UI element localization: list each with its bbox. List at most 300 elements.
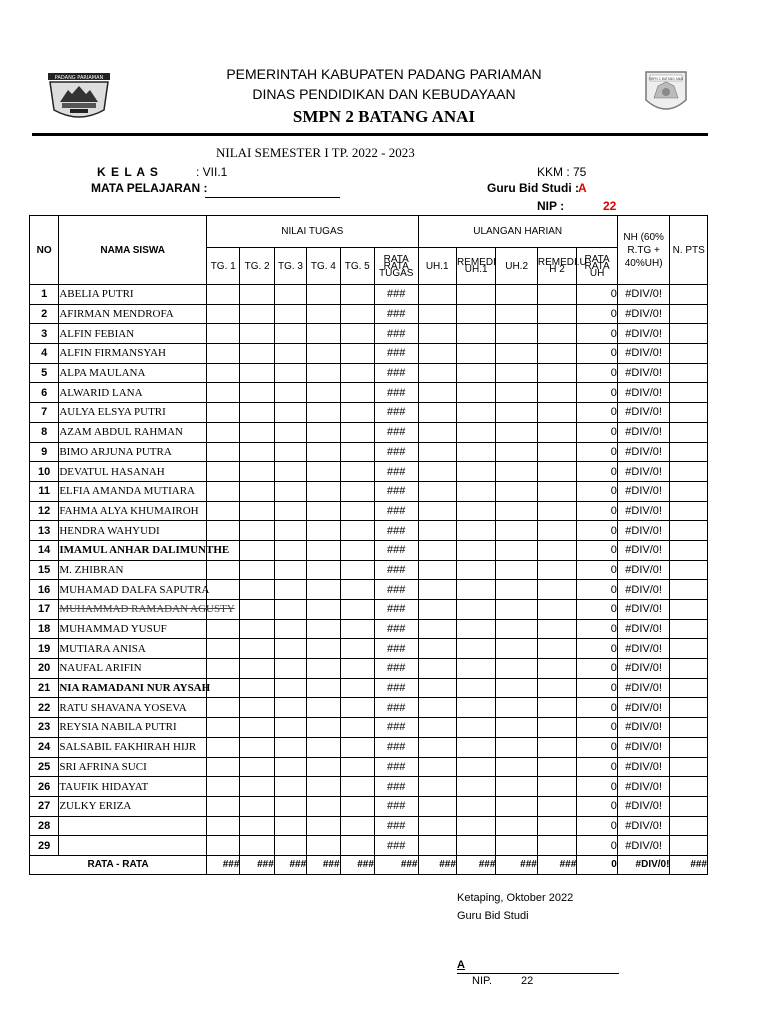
tugas-cell (240, 757, 274, 777)
rata-uh-cell: 0 (577, 521, 618, 541)
uh-cell (456, 619, 495, 639)
uh-cell (418, 659, 456, 679)
uh-cell (418, 403, 456, 423)
student-name: FAHMA ALYA KHUMAIROH (59, 501, 207, 521)
header-divider (32, 133, 708, 136)
tugas-cell (207, 481, 240, 501)
uh-cell (418, 600, 456, 620)
rata-tugas-cell: ### (374, 560, 418, 580)
uh-cell (418, 383, 456, 403)
uh-cell (456, 816, 495, 836)
uh-cell (418, 442, 456, 462)
tugas-cell (340, 422, 374, 442)
nh-cell: #DIV/0! (617, 718, 670, 738)
table-row (30, 619, 708, 639)
tugas-cell (274, 521, 306, 541)
uh-cell (496, 521, 537, 541)
footer-signer-name: A (457, 959, 465, 971)
student-name: ELFIA AMANDA MUTIARA (59, 481, 207, 501)
tugas-cell (307, 816, 340, 836)
table-row (30, 363, 708, 383)
col-remedi2: REMEDI.U H 2 (537, 248, 576, 285)
table-row (30, 757, 708, 777)
tugas-cell (207, 816, 240, 836)
table-row (30, 521, 708, 541)
footer-place-date: Ketaping, Oktober 2022 (457, 892, 574, 904)
rata-uh-cell: 0 (577, 560, 618, 580)
tugas-cell (274, 698, 306, 718)
uh-cell (537, 422, 576, 442)
tugas-cell (307, 422, 340, 442)
tugas-cell (340, 442, 374, 462)
table-row (30, 777, 708, 797)
row-number: 16 (30, 580, 59, 600)
uh-cell (456, 403, 495, 423)
row-number: 12 (30, 501, 59, 521)
pts-cell (670, 619, 708, 639)
rata-tugas-cell: ### (374, 678, 418, 698)
uh-cell (456, 462, 495, 482)
tugas-cell (307, 442, 340, 462)
rata-uh-cell: 0 (577, 737, 618, 757)
uh-cell (496, 422, 537, 442)
pts-cell (670, 639, 708, 659)
tugas-cell (307, 324, 340, 344)
nh-cell: #DIV/0! (617, 540, 670, 560)
tugas-cell (274, 757, 306, 777)
uh-cell (537, 363, 576, 383)
tugas-cell (207, 796, 240, 816)
tugas-cell (274, 737, 306, 757)
row-number: 23 (30, 718, 59, 738)
uh-cell (496, 600, 537, 620)
student-name: MUHAMMAD YUSUF (59, 619, 207, 639)
table-row (30, 481, 708, 501)
uh-cell (418, 422, 456, 442)
nh-cell: #DIV/0! (617, 285, 670, 305)
signature-line (457, 973, 619, 974)
uh-cell (456, 600, 495, 620)
uh-cell (418, 698, 456, 718)
tugas-cell (340, 304, 374, 324)
rata-tugas-cell: ### (374, 344, 418, 364)
mapel-underline (205, 197, 340, 198)
tugas-cell (240, 442, 274, 462)
tugas-cell (307, 639, 340, 659)
uh-cell (456, 796, 495, 816)
rata-uh-cell: 0 (577, 442, 618, 462)
tugas-cell (307, 344, 340, 364)
uh-cell (496, 383, 537, 403)
tugas-cell (307, 285, 340, 305)
nh-cell: #DIV/0! (617, 639, 670, 659)
tugas-cell (274, 619, 306, 639)
tugas-cell (274, 285, 306, 305)
uh-cell (496, 639, 537, 659)
tugas-cell (340, 344, 374, 364)
rata-tugas-cell: ### (374, 501, 418, 521)
uh-cell (418, 737, 456, 757)
uh-cell (496, 737, 537, 757)
pts-cell (670, 344, 708, 364)
uh-cell (456, 836, 495, 856)
tugas-cell (274, 344, 306, 364)
tugas-cell (240, 796, 274, 816)
col-nilai-tugas: NILAI TUGAS (207, 216, 418, 248)
row-number: 3 (30, 324, 59, 344)
student-name: TAUFIK HIDAYAT (59, 777, 207, 797)
uh-cell (418, 560, 456, 580)
tugas-cell (340, 580, 374, 600)
pts-cell (670, 600, 708, 620)
pts-cell (670, 757, 708, 777)
uh-cell (456, 521, 495, 541)
uh-cell (537, 678, 576, 698)
tugas-cell (240, 816, 274, 836)
pts-cell (670, 540, 708, 560)
uh-cell (496, 560, 537, 580)
student-name: SRI AFRINA SUCI (59, 757, 207, 777)
uh-cell (537, 344, 576, 364)
tugas-cell (207, 501, 240, 521)
tugas-cell (307, 698, 340, 718)
uh-cell (456, 481, 495, 501)
tugas-cell (240, 363, 274, 383)
uh-cell (456, 757, 495, 777)
uh-cell (537, 304, 576, 324)
nh-cell: #DIV/0! (617, 600, 670, 620)
uh-cell (418, 796, 456, 816)
tugas-cell (274, 560, 306, 580)
tugas-cell (307, 540, 340, 560)
rata-tugas-cell: ### (374, 600, 418, 620)
tugas-cell (340, 521, 374, 541)
row-number: 10 (30, 462, 59, 482)
student-name: SALSABIL FAKHIRAH HIJR (59, 737, 207, 757)
row-number: 28 (30, 816, 59, 836)
tugas-cell (207, 737, 240, 757)
uh-cell (537, 560, 576, 580)
row-number: 8 (30, 422, 59, 442)
nh-cell: #DIV/0! (617, 580, 670, 600)
uh-cell (537, 698, 576, 718)
kelas-label: K E L A S (97, 165, 159, 179)
tugas-cell (240, 836, 274, 856)
pts-cell (670, 403, 708, 423)
school-logo-text: SMPN 2 BATANG ANAI (648, 77, 684, 81)
row-number: 22 (30, 698, 59, 718)
tugas-cell (307, 757, 340, 777)
tugas-cell (274, 501, 306, 521)
guru-label: Guru Bid Studi : (487, 181, 579, 195)
pts-cell (670, 285, 708, 305)
rata-uh-cell: 0 (577, 757, 618, 777)
uh-cell (496, 403, 537, 423)
rata-uh-cell: 0 (577, 383, 618, 403)
uh-cell (418, 836, 456, 856)
guru-value: A (578, 181, 587, 195)
tugas-cell (307, 836, 340, 856)
average-cell: ### (670, 855, 708, 874)
tugas-cell (207, 580, 240, 600)
student-name: NIA RAMADANI NUR AYSAH (59, 678, 207, 698)
rata-uh-cell: 0 (577, 796, 618, 816)
tugas-cell (207, 619, 240, 639)
table-row (30, 324, 708, 344)
uh-cell (456, 501, 495, 521)
uh-cell (537, 324, 576, 344)
tugas-cell (207, 560, 240, 580)
tugas-cell (240, 560, 274, 580)
tugas-cell (274, 422, 306, 442)
tugas-cell (274, 718, 306, 738)
tugas-cell (240, 403, 274, 423)
row-number: 13 (30, 521, 59, 541)
tugas-cell (307, 521, 340, 541)
average-cell: ### (496, 855, 537, 874)
tugas-cell (274, 836, 306, 856)
uh-cell (418, 304, 456, 324)
rata-uh-cell: 0 (577, 501, 618, 521)
row-number: 9 (30, 442, 59, 462)
rata-uh-cell: 0 (577, 285, 618, 305)
tugas-cell (207, 836, 240, 856)
row-number: 6 (30, 383, 59, 403)
document-title: NILAI SEMESTER I TP. 2022 - 2023 (216, 145, 415, 160)
rata-uh-cell: 0 (577, 718, 618, 738)
tugas-cell (274, 324, 306, 344)
tugas-cell (207, 285, 240, 305)
uh-cell (537, 481, 576, 501)
uh-cell (456, 304, 495, 324)
tugas-cell (307, 718, 340, 738)
tugas-cell (307, 737, 340, 757)
tugas-cell (207, 757, 240, 777)
tugas-cell (207, 442, 240, 462)
tugas-cell (207, 777, 240, 797)
student-name: BIMO ARJUNA PUTRA (59, 442, 207, 462)
tugas-cell (274, 659, 306, 679)
tugas-cell (340, 836, 374, 856)
uh-cell (537, 403, 576, 423)
footer-role: Guru Bid Studi (457, 910, 529, 922)
uh-cell (496, 678, 537, 698)
tugas-cell (307, 501, 340, 521)
pts-cell (670, 678, 708, 698)
tugas-cell (307, 678, 340, 698)
pts-cell (670, 442, 708, 462)
uh-cell (537, 501, 576, 521)
average-row (30, 855, 708, 874)
student-name: HENDRA WAHYUDI (59, 521, 207, 541)
rata-uh-cell: 0 (577, 600, 618, 620)
pts-cell (670, 816, 708, 836)
rata-tugas-cell: ### (374, 816, 418, 836)
rata-tugas-cell: ### (374, 639, 418, 659)
rata-tugas-cell: ### (374, 757, 418, 777)
tugas-cell (274, 796, 306, 816)
uh-cell (496, 540, 537, 560)
nh-cell: #DIV/0! (617, 383, 670, 403)
row-number: 14 (30, 540, 59, 560)
rata-tugas-cell: ### (374, 540, 418, 560)
uh-cell (456, 698, 495, 718)
uh-cell (418, 678, 456, 698)
pts-cell (670, 560, 708, 580)
tugas-cell (207, 422, 240, 442)
uh-cell (537, 580, 576, 600)
row-number: 21 (30, 678, 59, 698)
mapel-label: MATA PELAJARAN : (91, 181, 208, 195)
rata-uh-cell: 0 (577, 324, 618, 344)
col-nh: NH (60% R.TG + 40%UH) (617, 216, 670, 285)
rata-tugas-cell: ### (374, 304, 418, 324)
nh-cell: #DIV/0! (617, 304, 670, 324)
table-row (30, 737, 708, 757)
uh-cell (456, 363, 495, 383)
uh-cell (418, 540, 456, 560)
footer-nip-label: NIP. (472, 975, 492, 987)
tugas-cell (307, 304, 340, 324)
rata-uh-cell: 0 (577, 363, 618, 383)
col-nama: NAMA SISWA (59, 216, 207, 285)
tugas-cell (340, 324, 374, 344)
uh-cell (456, 383, 495, 403)
footer-nip-value: 22 (521, 975, 534, 987)
uh-cell (496, 580, 537, 600)
tugas-cell (240, 540, 274, 560)
nh-cell: #DIV/0! (617, 462, 670, 482)
rata-uh-cell: 0 (577, 540, 618, 560)
tugas-cell (207, 344, 240, 364)
tugas-cell (274, 678, 306, 698)
tugas-cell (274, 540, 306, 560)
pts-cell (670, 363, 708, 383)
rata-tugas-cell: ### (374, 285, 418, 305)
tugas-cell (340, 619, 374, 639)
pts-cell (670, 836, 708, 856)
uh-cell (537, 639, 576, 659)
tugas-cell (207, 698, 240, 718)
uh-cell (456, 344, 495, 364)
average-cell: ### (240, 855, 274, 874)
uh-cell (456, 540, 495, 560)
row-number: 5 (30, 363, 59, 383)
uh-cell (537, 285, 576, 305)
rata-tugas-cell: ### (374, 737, 418, 757)
tugas-cell (207, 639, 240, 659)
rata-tugas-cell: ### (374, 363, 418, 383)
col-tg5: TG. 5 (340, 248, 374, 285)
uh-cell (537, 777, 576, 797)
table-row (30, 304, 708, 324)
rata-uh-cell: 0 (577, 816, 618, 836)
rata-uh-cell: 0 (577, 659, 618, 679)
average-cell: ### (374, 855, 418, 874)
rata-uh-cell: 0 (577, 836, 618, 856)
uh-cell (418, 521, 456, 541)
uh-cell (456, 639, 495, 659)
rata-tugas-cell: ### (374, 698, 418, 718)
student-rows (30, 285, 708, 856)
tugas-cell (307, 462, 340, 482)
tugas-cell (307, 600, 340, 620)
tugas-cell (307, 560, 340, 580)
tugas-cell (207, 383, 240, 403)
nh-cell: #DIV/0! (617, 501, 670, 521)
student-name: NAUFAL ARIFIN (59, 659, 207, 679)
nh-cell: #DIV/0! (617, 324, 670, 344)
row-number: 26 (30, 777, 59, 797)
nh-cell: #DIV/0! (617, 836, 670, 856)
student-name: RATU SHAVANA YOSEVA (59, 698, 207, 718)
uh-cell (496, 698, 537, 718)
uh-cell (537, 757, 576, 777)
header-department: DINAS PENDIDIKAN DAN KEBUDAYAAN (252, 86, 516, 102)
row-number: 29 (30, 836, 59, 856)
tugas-cell (340, 718, 374, 738)
rata-uh-cell: 0 (577, 777, 618, 797)
uh-cell (537, 540, 576, 560)
tugas-cell (207, 462, 240, 482)
tugas-cell (274, 383, 306, 403)
nh-cell: #DIV/0! (617, 344, 670, 364)
uh-cell (537, 737, 576, 757)
uh-cell (418, 344, 456, 364)
tugas-cell (274, 363, 306, 383)
student-name: ZULKY ERIZA (59, 796, 207, 816)
col-rata-uh: RATA RATA UH (577, 248, 618, 285)
uh-cell (496, 442, 537, 462)
rata-uh-cell: 0 (577, 462, 618, 482)
rata-tugas-cell: ### (374, 619, 418, 639)
uh-cell (537, 462, 576, 482)
tugas-cell (240, 422, 274, 442)
rata-uh-cell: 0 (577, 304, 618, 324)
tugas-cell (240, 659, 274, 679)
student-name: AZAM ABDUL RAHMAN (59, 422, 207, 442)
table-row (30, 462, 708, 482)
tugas-cell (340, 757, 374, 777)
nh-cell: #DIV/0! (617, 560, 670, 580)
rata-tugas-cell: ### (374, 580, 418, 600)
table-row (30, 698, 708, 718)
uh-cell (456, 659, 495, 679)
pts-cell (670, 777, 708, 797)
tugas-cell (240, 777, 274, 797)
tugas-cell (207, 678, 240, 698)
tugas-cell (340, 501, 374, 521)
tugas-cell (340, 403, 374, 423)
tugas-cell (240, 462, 274, 482)
table-row (30, 442, 708, 462)
uh-cell (537, 600, 576, 620)
header-government: PEMERINTAH KABUPATEN PADANG PARIAMAN (226, 66, 542, 82)
row-number: 7 (30, 403, 59, 423)
table-row (30, 580, 708, 600)
uh-cell (418, 718, 456, 738)
tugas-cell (340, 678, 374, 698)
pts-cell (670, 521, 708, 541)
table-row (30, 422, 708, 442)
uh-cell (418, 639, 456, 659)
rata-uh-cell: 0 (577, 403, 618, 423)
table-row (30, 678, 708, 698)
uh-cell (418, 619, 456, 639)
uh-cell (537, 816, 576, 836)
average-cell: ### (207, 855, 240, 874)
student-name: AULYA ELSYA PUTRI (59, 403, 207, 423)
